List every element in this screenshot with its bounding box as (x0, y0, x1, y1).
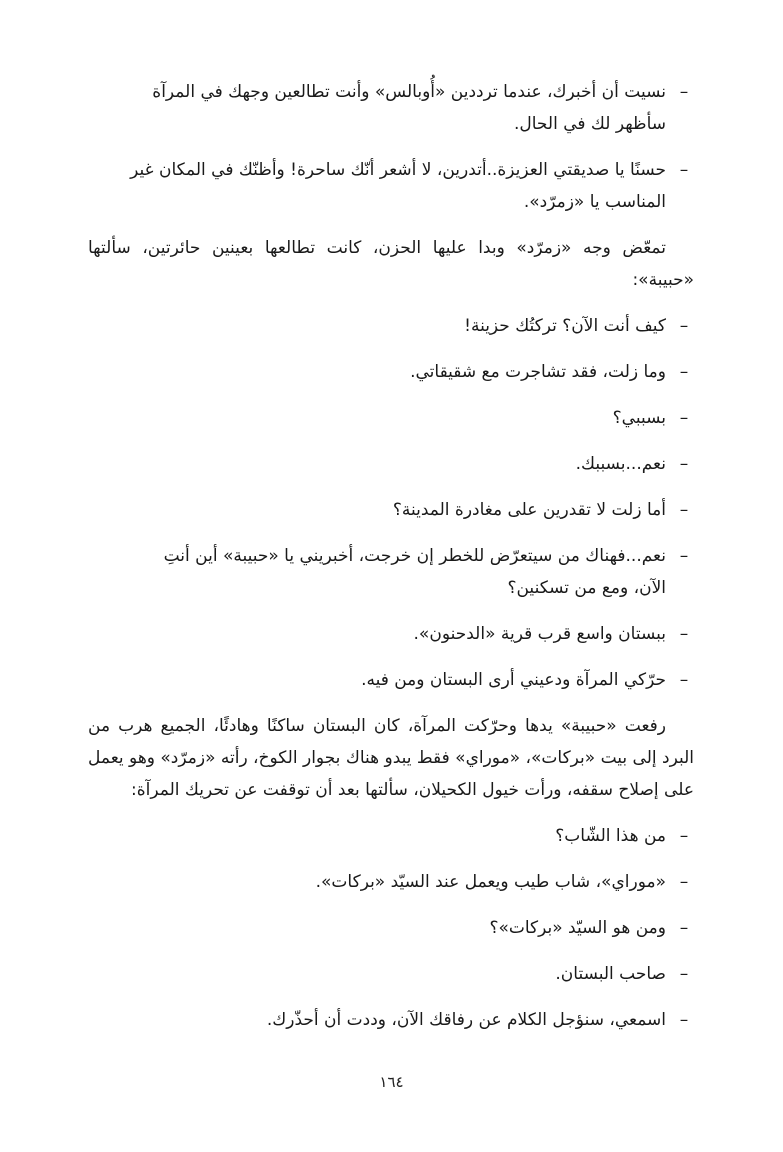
dialogue-text: ومن هو السيّد «بركات»؟ (489, 918, 666, 938)
dialogue-dash: – (679, 1010, 689, 1030)
dialogue-line (88, 912, 694, 944)
dialogue-text: اسمعي، سنؤجل الكلام عن رفاقك الآن، وددت أن أحذّرك. (266, 1010, 666, 1030)
dialogue-line (88, 310, 694, 342)
dialogue-line (88, 494, 694, 526)
dialogue-text: وما زلت، فقد تشاجرت مع شقيقاتي. (410, 362, 666, 382)
dialogue-text: نسيت أن أخبرك، عندما ترددين «أُوبالس» وأنت تطالعين وجهك في المرآة سأظهر لك في الحال. (152, 82, 666, 134)
dialogue-block-2 (88, 310, 694, 696)
dialogue-dash: – (679, 670, 689, 690)
dialogue-text: كيف أنت الآن؟ تركتُك حزينة! (464, 316, 666, 336)
dialogue-line (88, 820, 694, 852)
dialogue-text: حرّكي المرآة ودعيني أرى البستان ومن فيه. (361, 670, 666, 690)
dialogue-dash: – (679, 82, 689, 102)
dialogue-line (88, 958, 694, 990)
dialogue-dash: – (679, 500, 689, 520)
dialogue-line (88, 448, 694, 480)
dialogue-text: «موراي»، شاب طيب ويعمل عند السيّد «بركات». (315, 872, 666, 892)
dialogue-text: أما زلت لا تقدرين على مغادرة المدينة؟ (392, 500, 666, 520)
dialogue-text: نعم...فهناك من سيتعرّض للخطر إن خرجت، أخبريني يا «حبيبة» أين أنتِ الآن، ومع من تسكنين؟ (163, 546, 666, 598)
dialogue-dash: – (679, 964, 689, 984)
dialogue-dash: – (679, 160, 689, 180)
dialogue-dash: – (679, 454, 689, 474)
dialogue-dash: – (679, 362, 689, 382)
dialogue-line (88, 540, 694, 604)
page-body (88, 76, 694, 1050)
dialogue-line (88, 866, 694, 898)
narration-paragraph: رفعت «حبيبة» يدها وحرّكت المرآة، كان البستان ساكنًا وهادئًا، الجميع هرب من البرد إلى بيت «بركات»، «موراي» فقط يبدو هناك بجوار الكوخ، رأته «زمرّد» وهو يعمل على إصلاح سقفه، ورأت خيول الكحيلان، سألتها بعد أن توقفت عن تحريك المرآة: (88, 716, 694, 800)
dialogue-text: من هذا الشّاب؟ (555, 826, 666, 846)
dialogue-line (88, 664, 694, 696)
dialogue-dash: – (679, 546, 689, 566)
dialogue-dash: – (679, 918, 689, 938)
dialogue-block-1 (88, 76, 694, 218)
dialogue-line (88, 618, 694, 650)
dialogue-text: بسببي؟ (612, 408, 666, 428)
dialogue-text: حسنًا يا صديقتي العزيزة..أتدرين، لا أشعر أنّك ساحرة! وأظنّك في المكان غير المناسب يا «زمرّد». (130, 160, 666, 212)
dialogue-dash: – (679, 408, 689, 428)
page-number: ١٦٤ (379, 1073, 404, 1091)
dialogue-line (88, 154, 694, 218)
dialogue-dash: – (679, 316, 689, 336)
dialogue-block-3 (88, 820, 694, 1036)
dialogue-line (88, 1004, 694, 1036)
dialogue-text: صاحب البستان. (555, 964, 666, 984)
dialogue-line (88, 356, 694, 388)
dialogue-line (88, 402, 694, 434)
dialogue-text: نعم...بسببك. (575, 454, 666, 474)
dialogue-dash: – (679, 624, 689, 644)
dialogue-line (88, 76, 694, 140)
dialogue-dash: – (679, 872, 689, 892)
dialogue-text: ببستان واسع قرب قرية «الدحنون». (413, 624, 666, 644)
narration-paragraph: تمعّض وجه «زمرّد» وبدا عليها الحزن، كانت تطالعها بعينين حائرتين، سألتها «حبيبة»: (88, 238, 694, 290)
dialogue-dash: – (679, 826, 689, 846)
